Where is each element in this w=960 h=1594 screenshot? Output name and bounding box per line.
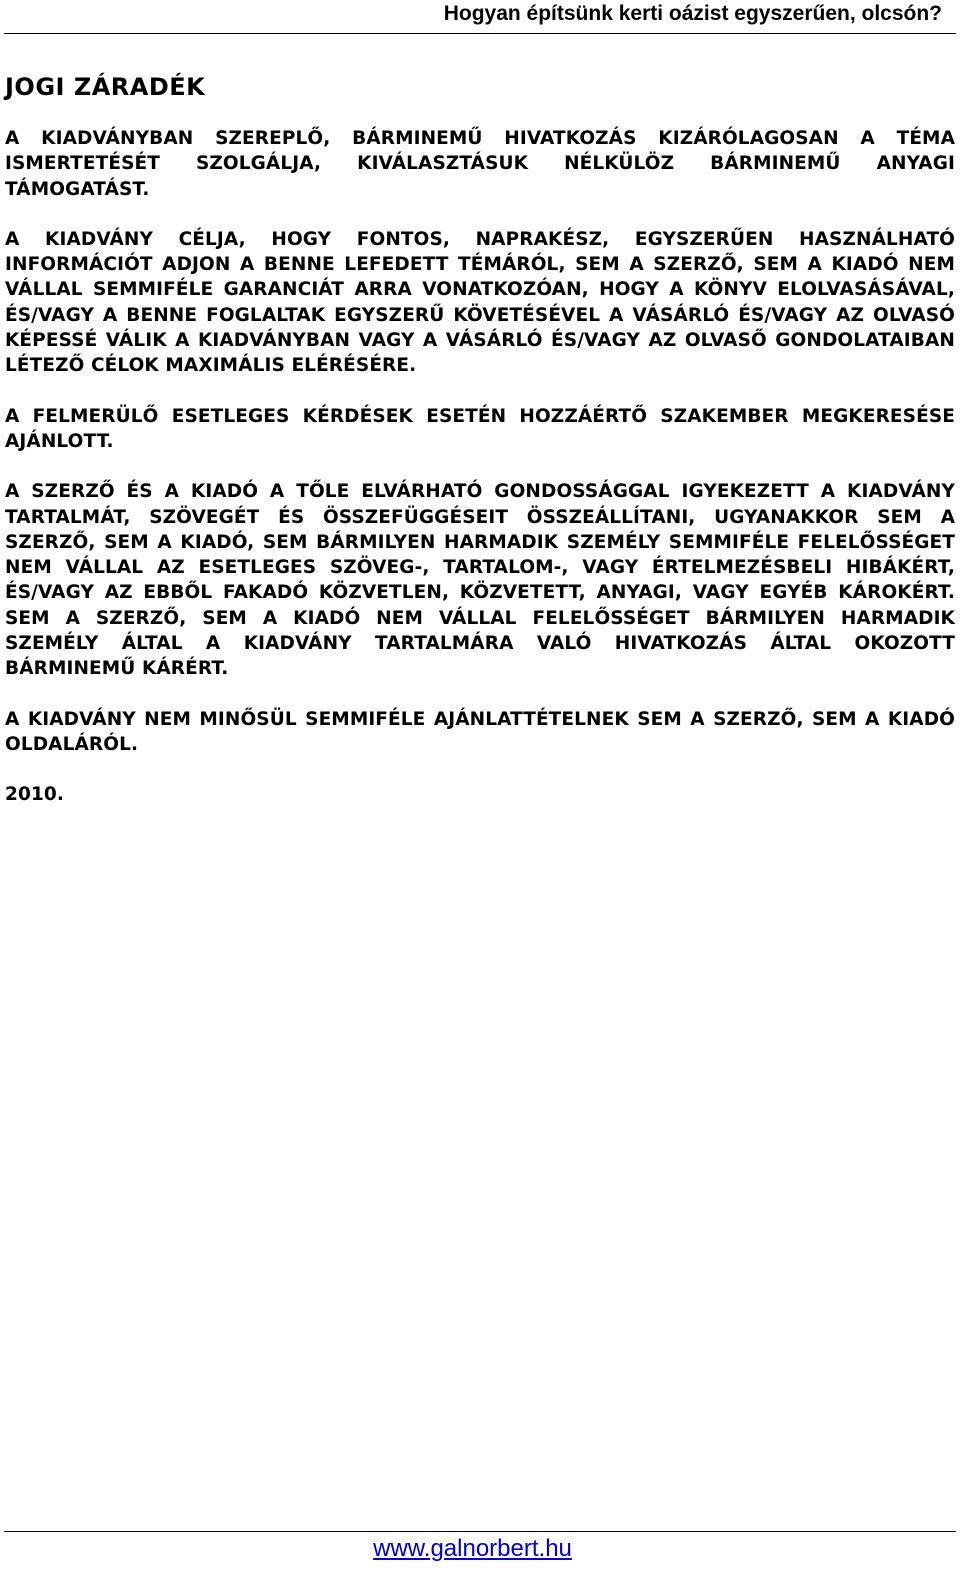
paragraph-liability: A SZERZŐ ÉS A KIADÓ A TŐLE ELVÁRHATÓ GONDOSSÁGGAL IGYEKEZETT A KIADVÁNY TARTALMÁT, SZÖVEGÉT ÉS ÖSSZEFÜGGÉSEIT ÖSSZEÁLLÍTANI, UGYANAKKOR SEM A SZERZŐ, SEM A KIADÓ, SEM BÁRMILYEN HARMADIK SZEMÉLY SEMMIFÉLE FELELŐSSÉGET NEM VÁLLAL AZ ESETLEGES SZÖVEG-, TARTALOM-, VAGY ÉRTELMEZÉSBELI HIBÁKÉRT, ÉS/VAGY AZ EBBŐL FAKADÓ KÖZVETLEN, KÖZVETETT, ANYAGI, VAGY EGYÉB KÁROKÉRT. SEM A SZERZŐ, SEM A KIADÓ NEM VÁLLAL FELELŐSSÉGET BÁRMILYEN HARMADIK SZEMÉLY ÁLTAL A KIADVÁNY TARTALMÁRA VALÓ HIVATKOZÁS ÁLTAL OKOZOTT BÁRMINEMŰ KÁRÉRT. (5, 481, 955, 680)
footer-website-link[interactable]: www.galnorbert.hu (373, 1535, 572, 1562)
paragraph-questions: A FELMERÜLŐ ESETLEGES KÉRDÉSEK ESETÉN HOZZÁÉRTŐ SZAKEMBER MEGKERESÉSE AJÁNLOTT. (5, 405, 955, 452)
page-header-title: Hogyan építsünk kerti oázist egyszerűen, olcsón? (443, 2, 942, 25)
paragraph-references: A KIADVÁNYBAN SZEREPLŐ, BÁRMINEMŰ HIVATKOZÁS KIZÁRÓLAGOSAN A TÉMA ISMERTETÉSÉT SZOLGÁLJA, KIVÁLASZTÁSUK NÉLKÜLÖZ BÁRMINEMŰ ANYAGI TÁMOGATÁST. (5, 128, 955, 200)
footer-divider (4, 1531, 956, 1532)
header-divider (4, 33, 956, 34)
section-title: JOGI ZÁRADÉK (5, 73, 206, 101)
paragraph-no-offer: A KIADVÁNY NEM MINŐSÜL SEMMIFÉLE AJÁNLATTÉTELNEK SEM A SZERZŐ, SEM A KIADÓ OLDALÁRÓL. (5, 708, 955, 755)
document-body (5, 72, 955, 807)
publication-year: 2010. (5, 784, 65, 806)
paragraph-purpose: A KIADVÁNY CÉLJA, HOGY FONTOS, NAPRAKÉSZ, EGYSZERŰEN HASZNÁLHATÓ INFORMÁCIÓT ADJON A BENNE LEFEDETT TÉMÁRÓL, SEM A SZERZŐ, SEM A KIADÓ NEM VÁLLAL SEMMIFÉLE GARANCIÁT ARRA VONATKOZÓAN, HOGY A KÖNYV ELOLVASÁSÁVAL, ÉS/VAGY A BENNE FOGLALTAK EGYSZERŰ KÖVETÉSÉVEL A VÁSÁRLÓ ÉS/VAGY AZ OLVASÓ KÉPESSÉ VÁLIK A KIADVÁNYBAN VAGY A VÁSÁRLÓ ÉS/VAGY AZ OLVASŐ GONDOLATAIBAN LÉTEZŐ CÉLOK MAXIMÁLIS ELÉRÉSÉRE. (5, 228, 955, 377)
